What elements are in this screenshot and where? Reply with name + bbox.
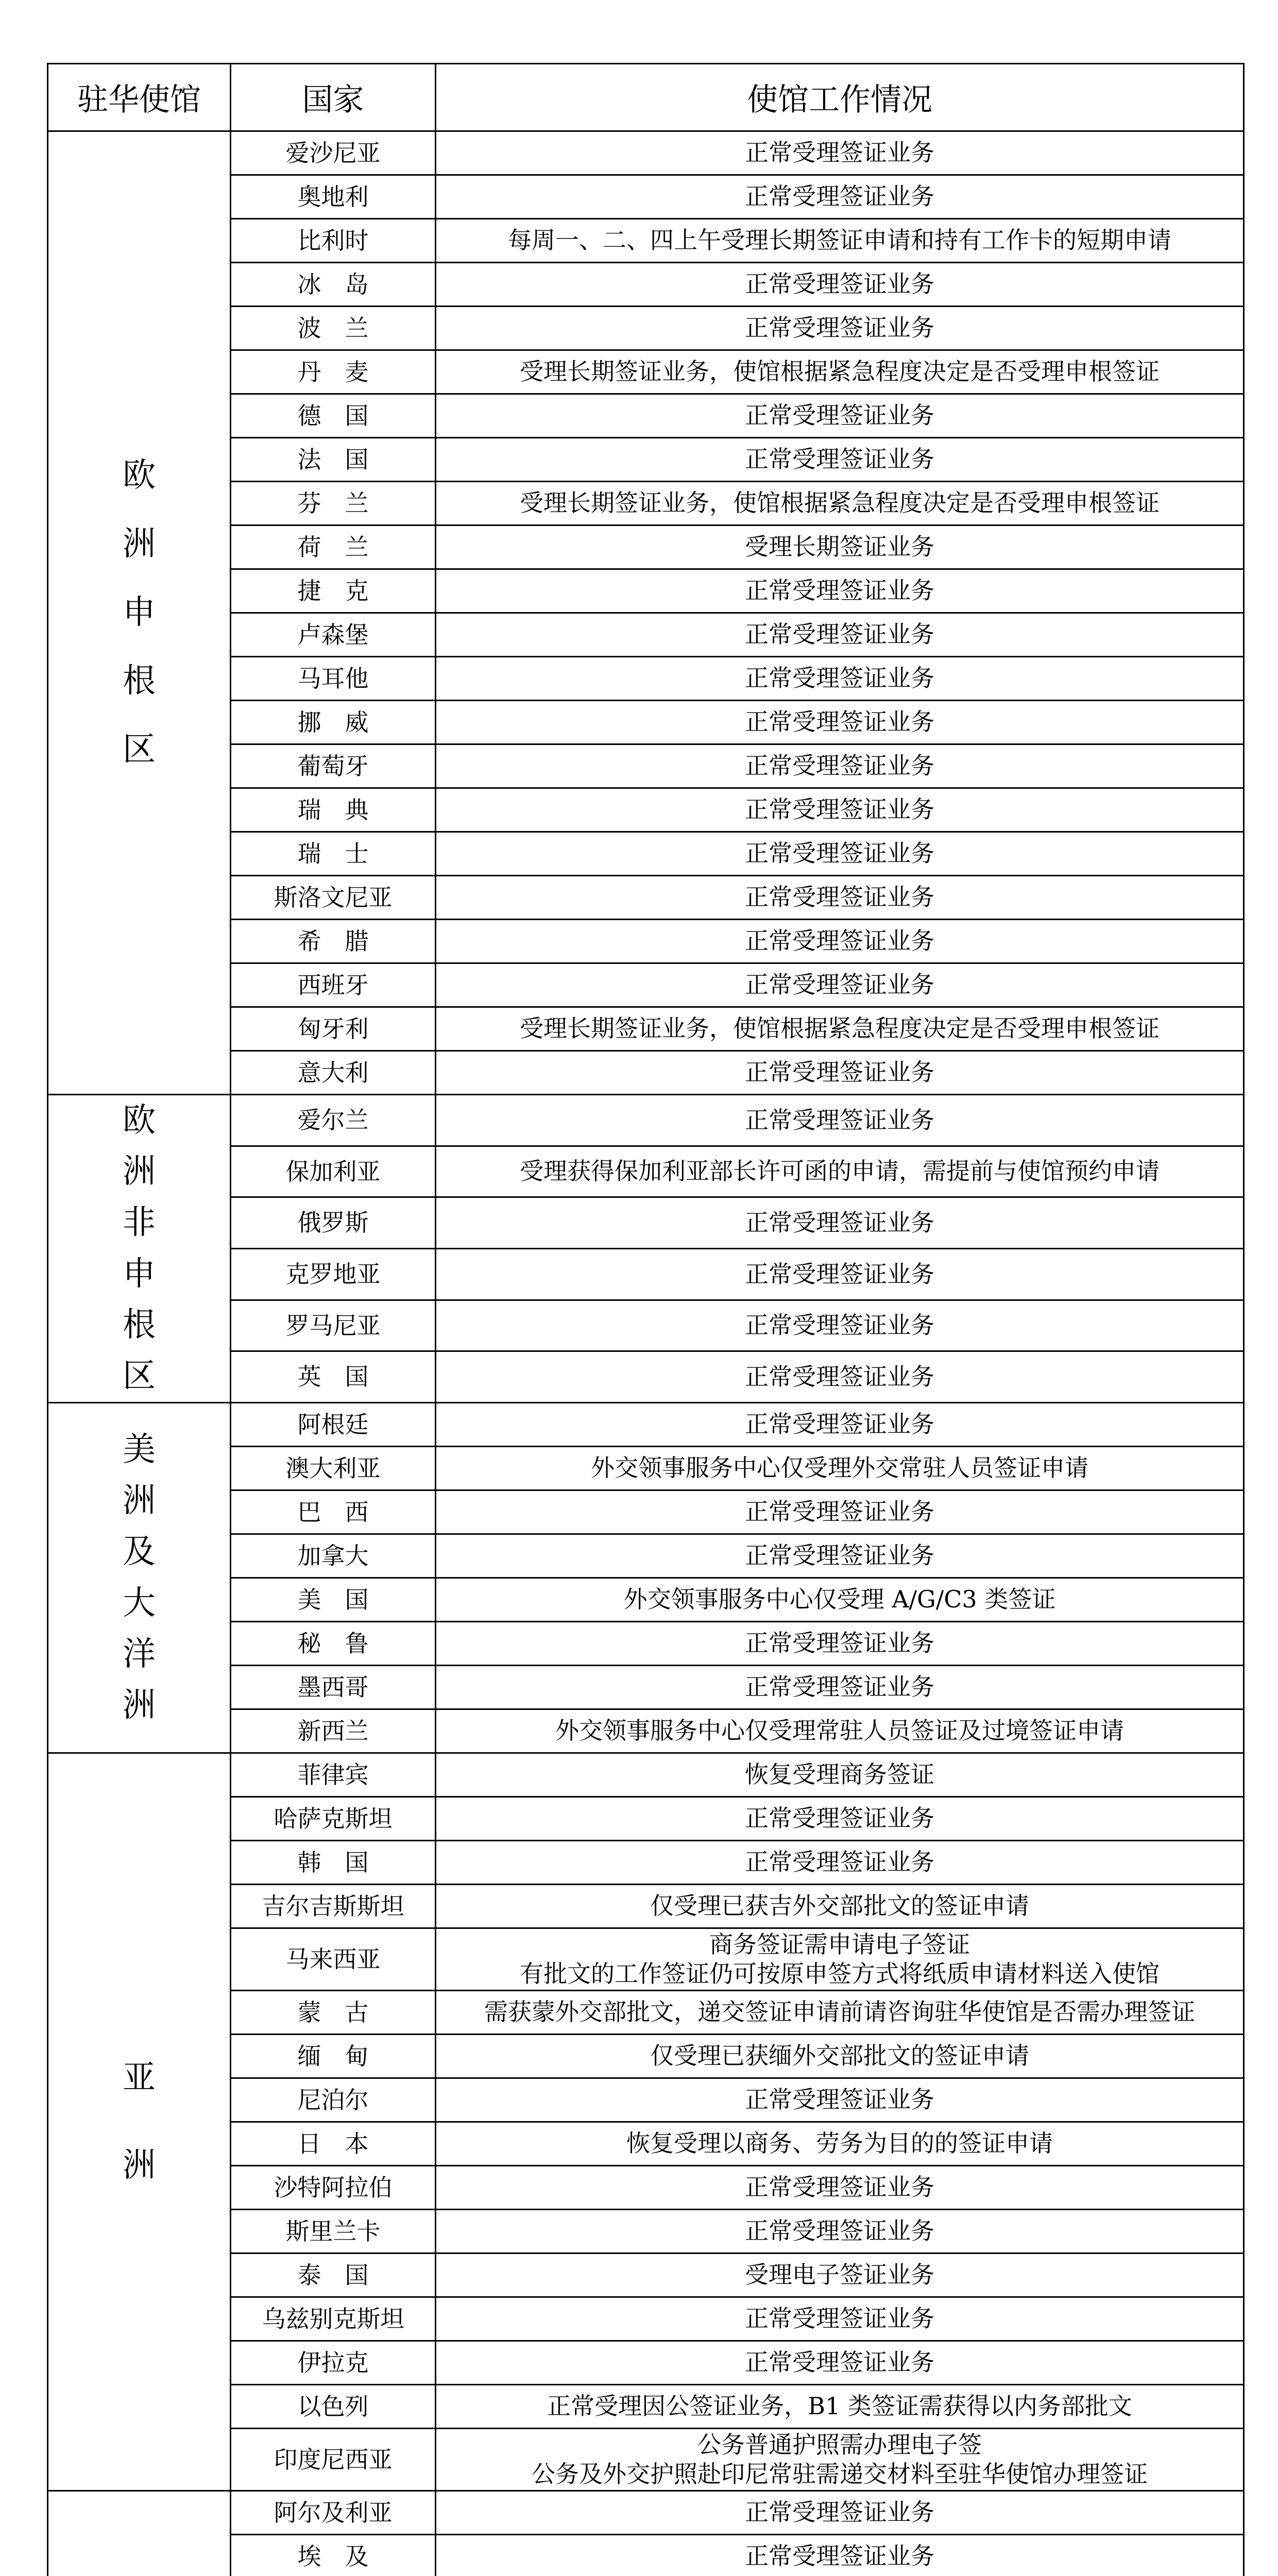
status-text: 受理长期签证业务，使馆根据紧急程度决定是否受理申根签证 — [520, 358, 1160, 386]
status-text: 仅受理已获缅外交部批文的签证申请 — [650, 2042, 1029, 2070]
status-text: 正常受理签证业务 — [745, 708, 934, 736]
header-status: 使馆工作情况 — [436, 64, 1244, 131]
country-cell: 阿尔及利亚 — [231, 2491, 436, 2535]
country-cell: 美 国 — [231, 1578, 436, 1622]
status-text: 正常受理签证业务 — [745, 1673, 934, 1701]
status-text: 正常受理签证业务 — [745, 752, 934, 780]
country-cell: 埃 及 — [231, 2535, 436, 2576]
status-text: 正常受理签证业务 — [745, 620, 934, 649]
status-text: 受理长期签证业务，使馆根据紧急程度决定是否受理申根签证 — [520, 489, 1160, 517]
country-cell: 马来西亚 — [231, 1928, 436, 1991]
status-text: 恢复受理商务签证 — [745, 1760, 934, 1789]
country-cell: 比利时 — [231, 219, 436, 263]
country-cell: 葡萄牙 — [231, 744, 436, 788]
status-cell — [436, 2035, 1244, 2078]
country-cell: 伊拉克 — [231, 2341, 436, 2385]
country-cell: 瑞 士 — [231, 832, 436, 876]
status-text: 公务普通护照需办理电子签 — [697, 2430, 982, 2459]
status-text: 外交领事服务中心仅受理常驻人员签证及过境签证申请 — [555, 1717, 1124, 1745]
region-char: 根 — [123, 662, 156, 701]
country-cell: 尼泊尔 — [231, 2078, 436, 2122]
status-text: 正常受理签证业务 — [745, 883, 934, 911]
country-cell: 克罗地亚 — [231, 1249, 436, 1300]
region-char: 洲 — [123, 1153, 156, 1191]
table-row — [48, 2491, 1244, 2535]
region-char: 申 — [123, 1255, 156, 1293]
status-cell — [436, 1666, 1244, 1709]
table-row — [48, 1753, 1244, 1797]
region-label — [123, 2053, 156, 2191]
region-char: 洲 — [123, 2146, 156, 2184]
status-cell — [436, 131, 1244, 175]
status-text: 正常受理签证业务 — [745, 2304, 934, 2333]
header-country: 国家 — [231, 64, 436, 131]
status-cell — [436, 876, 1244, 920]
header-row — [48, 64, 1244, 131]
country-cell: 新西兰 — [231, 1709, 436, 1753]
country-cell: 挪 威 — [231, 701, 436, 744]
status-cell — [436, 701, 1244, 744]
country-cell: 保加利亚 — [231, 1146, 436, 1197]
region-cell — [48, 1095, 231, 1403]
status-cell — [436, 2122, 1244, 2166]
status-cell — [436, 963, 1244, 1007]
status-cell — [436, 2078, 1244, 2122]
status-cell — [436, 2341, 1244, 2385]
status-text: 每周一、二、四上午受理长期签证申请和持有工作卡的短期申请 — [508, 226, 1171, 255]
country-cell: 缅 甸 — [231, 2035, 436, 2078]
status-text: 外交领事服务中心仅受理 A/G/C3 类签证 — [623, 1585, 1056, 1614]
country-cell: 哈萨克斯坦 — [231, 1797, 436, 1841]
region-cell — [48, 131, 231, 1095]
status-cell — [436, 1249, 1244, 1300]
country-cell: 阿根廷 — [231, 1403, 436, 1447]
status-text: 正常受理签证业务 — [745, 2348, 934, 2377]
status-cell — [436, 569, 1244, 613]
status-cell — [436, 1197, 1244, 1249]
region-char: 区 — [123, 731, 156, 769]
region-char: 洲 — [123, 1482, 156, 1520]
country-cell: 丹 麦 — [231, 350, 436, 394]
country-cell: 爱沙尼亚 — [231, 131, 436, 175]
status-cell — [436, 1534, 1244, 1578]
status-text: 正常受理签证业务 — [745, 2217, 934, 2245]
status-text: 正常受理签证业务 — [745, 1541, 934, 1570]
status-cell — [436, 744, 1244, 788]
table-row — [48, 1095, 1244, 1146]
status-cell — [436, 1841, 1244, 1885]
status-text: 正常受理签证业务 — [745, 927, 934, 955]
status-text: 正常受理签证业务 — [745, 839, 934, 868]
status-cell — [436, 1709, 1244, 1753]
region-char: 大 — [123, 1584, 156, 1622]
country-cell: 沙特阿拉伯 — [231, 2166, 436, 2210]
status-text: 正常受理签证业务 — [745, 314, 934, 342]
country-cell: 法 国 — [231, 438, 436, 482]
status-cell — [436, 1578, 1244, 1622]
status-text: 正常受理签证业务 — [745, 2086, 934, 2114]
country-cell: 斯里兰卡 — [231, 2210, 436, 2253]
status-text: 正常受理签证业务 — [745, 401, 934, 430]
region-char: 洲 — [123, 1686, 156, 1724]
status-cell — [436, 1928, 1244, 1991]
country-cell: 奥地利 — [231, 175, 436, 219]
status-cell — [436, 788, 1244, 832]
country-cell: 罗马尼亚 — [231, 1300, 436, 1351]
country-cell: 日 本 — [231, 2122, 436, 2166]
country-cell: 德 国 — [231, 394, 436, 438]
status-text: 受理电子签证业务 — [745, 2261, 934, 2289]
region-char: 亚 — [123, 2059, 156, 2097]
region-label — [123, 1425, 156, 1731]
status-cell — [436, 1007, 1244, 1051]
status-cell — [436, 1351, 1244, 1403]
region-char: 根 — [123, 1306, 156, 1344]
status-text: 正常受理签证业务 — [745, 1106, 934, 1134]
status-text: 正常受理签证业务 — [745, 1208, 934, 1236]
embassy-visa-table — [47, 63, 1245, 2576]
country-cell: 捷 克 — [231, 569, 436, 613]
status-cell — [436, 832, 1244, 876]
region-char: 洋 — [123, 1635, 156, 1673]
status-text: 需获蒙外交部批文，递交签证申请前请咨询驻华使馆是否需办理签证 — [484, 1998, 1195, 2026]
country-cell: 匈牙利 — [231, 1007, 436, 1051]
status-cell — [436, 2491, 1244, 2535]
country-cell: 马耳他 — [231, 657, 436, 701]
country-cell: 韩 国 — [231, 1841, 436, 1885]
region-char: 欧 — [123, 1101, 156, 1140]
region-label — [123, 1095, 156, 1402]
status-cell — [436, 1490, 1244, 1534]
status-cell — [436, 1095, 1244, 1146]
country-cell: 印度尼西亚 — [231, 2429, 436, 2491]
status-text: 正常受理签证业务 — [745, 664, 934, 692]
country-cell: 芬 兰 — [231, 482, 436, 526]
country-cell: 波 兰 — [231, 307, 436, 350]
status-text: 正常受理签证业务 — [745, 139, 934, 167]
country-cell: 希 腊 — [231, 920, 436, 963]
country-cell: 乌兹别克斯坦 — [231, 2297, 436, 2341]
status-text: 正常受理签证业务 — [745, 445, 934, 473]
status-text: 受理获得保加利亚部长许可函的申请，需提前与使馆预约申请 — [520, 1157, 1160, 1185]
status-cell — [436, 920, 1244, 963]
status-cell — [436, 2253, 1244, 2297]
country-cell: 吉尔吉斯斯坦 — [231, 1885, 436, 1928]
status-text: 正常受理签证业务 — [745, 971, 934, 999]
status-cell — [436, 219, 1244, 263]
status-cell — [436, 350, 1244, 394]
region-char: 欧 — [123, 456, 156, 495]
status-cell — [436, 175, 1244, 219]
status-text: 正常受理签证业务 — [745, 577, 934, 605]
status-text: 外交领事服务中心仅受理外交常驻人员签证申请 — [591, 1454, 1088, 1482]
status-text: 正常受理签证业务 — [745, 270, 934, 298]
status-cell — [436, 1447, 1244, 1490]
status-cell — [436, 438, 1244, 482]
status-text: 正常受理签证业务 — [745, 1629, 934, 1657]
country-cell: 澳大利亚 — [231, 1447, 436, 1490]
region-char: 洲 — [123, 524, 156, 563]
status-cell — [436, 2297, 1244, 2341]
region-cell — [48, 2491, 231, 2576]
status-text: 公务及外交护照赴印尼常驻需递交材料至驻华使馆办理签证 — [532, 2460, 1148, 2488]
country-cell: 冰 岛 — [231, 263, 436, 307]
country-cell: 蒙 古 — [231, 1991, 436, 2035]
status-text: 正常受理签证业务 — [745, 1363, 934, 1391]
status-cell — [436, 526, 1244, 569]
status-text: 正常受理签证业务 — [745, 2173, 934, 2201]
region-label — [123, 450, 156, 776]
status-cell — [436, 657, 1244, 701]
table-row — [48, 1403, 1244, 1447]
country-cell: 意大利 — [231, 1051, 436, 1095]
status-cell — [436, 482, 1244, 526]
country-cell: 泰 国 — [231, 2253, 436, 2297]
status-cell — [436, 2385, 1244, 2429]
country-cell: 秘 鲁 — [231, 1622, 436, 1666]
status-text: 正常受理签证业务 — [745, 1848, 934, 1876]
country-cell: 斯洛文尼亚 — [231, 876, 436, 920]
status-cell — [436, 394, 1244, 438]
status-cell — [436, 613, 1244, 657]
country-cell: 菲律宾 — [231, 1753, 436, 1797]
status-text: 正常受理签证业务 — [745, 795, 934, 824]
status-cell — [436, 1885, 1244, 1928]
status-cell — [436, 2429, 1244, 2491]
status-text: 有批文的工作签证仍可按原申签方式将纸质申请材料送入使馆 — [520, 1960, 1160, 1988]
status-cell — [436, 1622, 1244, 1666]
region-char: 申 — [123, 593, 156, 632]
country-cell: 以色列 — [231, 2385, 436, 2429]
region-char: 非 — [123, 1204, 156, 1242]
country-cell: 荷 兰 — [231, 526, 436, 569]
status-text: 正常受理签证业务 — [745, 1410, 934, 1438]
table-row — [48, 131, 1244, 175]
header-embassy: 驻华使馆 — [48, 64, 231, 131]
status-text: 仅受理已获吉外交部批文的签证申请 — [650, 1892, 1029, 1920]
status-cell — [436, 1753, 1244, 1797]
region-cell — [48, 1753, 231, 2491]
status-cell — [436, 1797, 1244, 1841]
country-cell: 墨西哥 — [231, 1666, 436, 1709]
status-cell — [436, 263, 1244, 307]
status-text: 正常受理签证业务 — [745, 2542, 934, 2570]
country-cell: 瑞 典 — [231, 788, 436, 832]
region-char: 美 — [123, 1431, 156, 1469]
country-cell: 爱尔兰 — [231, 1095, 436, 1146]
status-text: 正常受理签证业务 — [745, 1058, 934, 1087]
status-cell — [436, 2210, 1244, 2253]
status-cell — [436, 2535, 1244, 2576]
country-cell: 加拿大 — [231, 1534, 436, 1578]
table-body — [48, 131, 1244, 2576]
status-cell — [436, 1146, 1244, 1197]
status-text: 商务签证需申请电子签证 — [709, 1930, 970, 1958]
status-cell — [436, 307, 1244, 350]
status-text: 正常受理签证业务 — [745, 1804, 934, 1833]
country-cell: 西班牙 — [231, 963, 436, 1007]
country-cell: 英 国 — [231, 1351, 436, 1403]
status-text: 正常受理签证业务 — [745, 2498, 934, 2527]
country-cell: 俄罗斯 — [231, 1197, 436, 1249]
status-cell — [436, 2166, 1244, 2210]
status-text: 正常受理签证业务 — [745, 1498, 934, 1526]
status-text: 正常受理签证业务 — [745, 1311, 934, 1340]
country-cell: 卢森堡 — [231, 613, 436, 657]
status-cell — [436, 1300, 1244, 1351]
region-cell — [48, 1403, 231, 1753]
region-char: 及 — [123, 1533, 156, 1571]
status-text: 恢复受理以商务、劳务为目的的签证申请 — [626, 2129, 1053, 2158]
country-cell: 巴 西 — [231, 1490, 436, 1534]
status-cell — [436, 1991, 1244, 2035]
status-text: 受理长期签证业务 — [745, 533, 934, 561]
status-text: 正常受理因公签证业务，B1 类签证需获得以内务部批文 — [547, 2392, 1132, 2420]
status-text: 受理长期签证业务，使馆根据紧急程度决定是否受理申根签证 — [520, 1014, 1160, 1043]
region-char: 区 — [123, 1357, 156, 1395]
status-cell — [436, 1403, 1244, 1447]
status-text: 正常受理签证业务 — [745, 182, 934, 211]
status-text: 正常受理签证业务 — [745, 1260, 934, 1288]
status-cell — [436, 1051, 1244, 1095]
